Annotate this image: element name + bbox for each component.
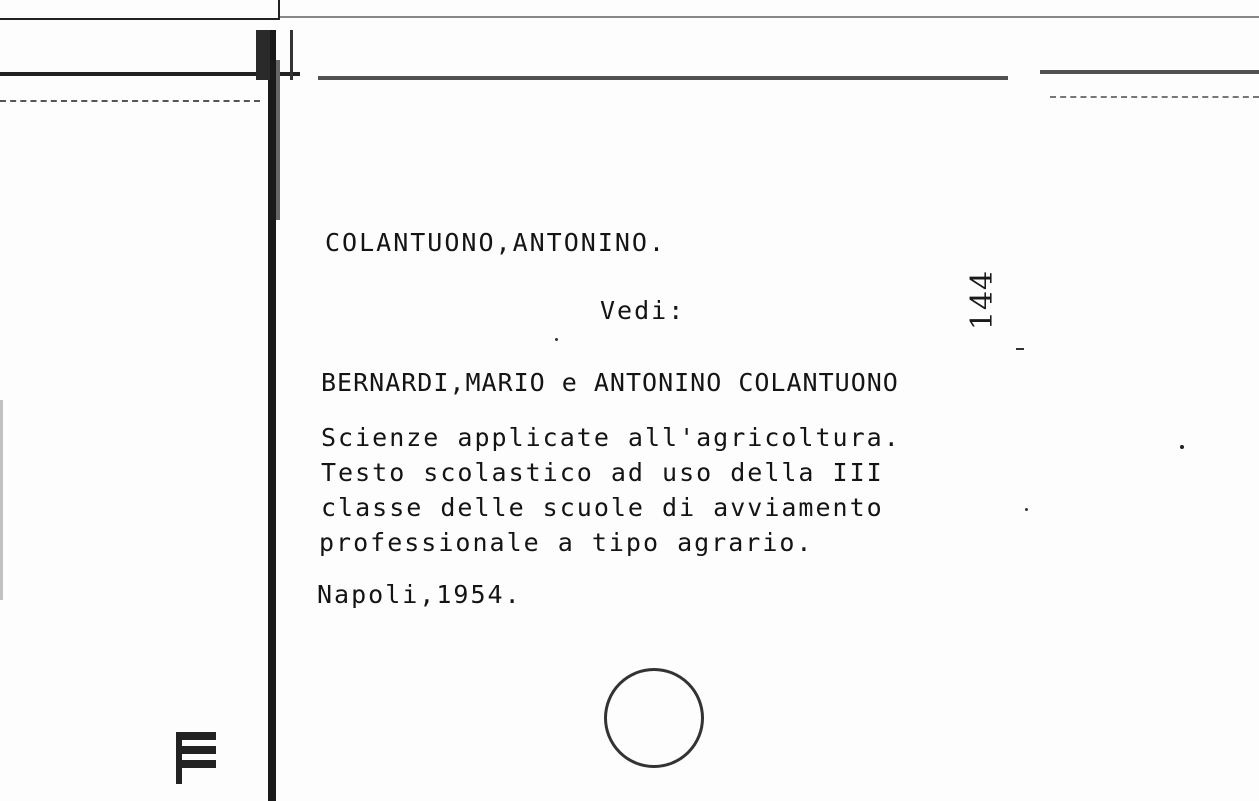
top-left-border-line [0,18,280,20]
upper-horizontal-rule-right [1040,70,1259,74]
main-entry-heading: COLANTUONO,ANTONINO. [325,228,667,257]
speck-dot [1025,508,1028,511]
see-reference-label: Vedi: [600,296,686,325]
vertical-margin-bar [268,30,276,801]
title-line: professionale a tipo agrario. [319,528,814,557]
top-right-border-line [280,16,1259,18]
vertical-margin-bar-top [290,30,293,80]
call-number: 144 [965,269,1000,331]
dashed-rule-right [1050,96,1259,98]
title-line: classe delle scuole di avviamento [321,493,884,522]
upper-horizontal-rule-middle [318,76,1008,80]
punch-hole [604,668,704,768]
vertical-margin-bar-notch [256,30,270,80]
authors-line: BERNARDI,MARIO e ANTONINO COLANTUONO [321,368,899,397]
upper-horizontal-rule-left [0,72,300,76]
title-line: Testo scolastico ad uso della III [321,458,884,487]
vertical-margin-bar-shadow [276,60,280,220]
imprint-line: Napoli,1954. [317,580,522,609]
title-line: Scienze applicate all'agricoltura. [321,423,901,452]
call-number-underline [1016,348,1024,350]
speck-dot [1180,445,1184,449]
tab-marker [176,732,216,784]
speck-dot [555,338,558,341]
left-edge-scan-noise [0,400,3,600]
top-small-vertical-line [278,0,280,20]
dashed-rule-left [0,100,260,102]
